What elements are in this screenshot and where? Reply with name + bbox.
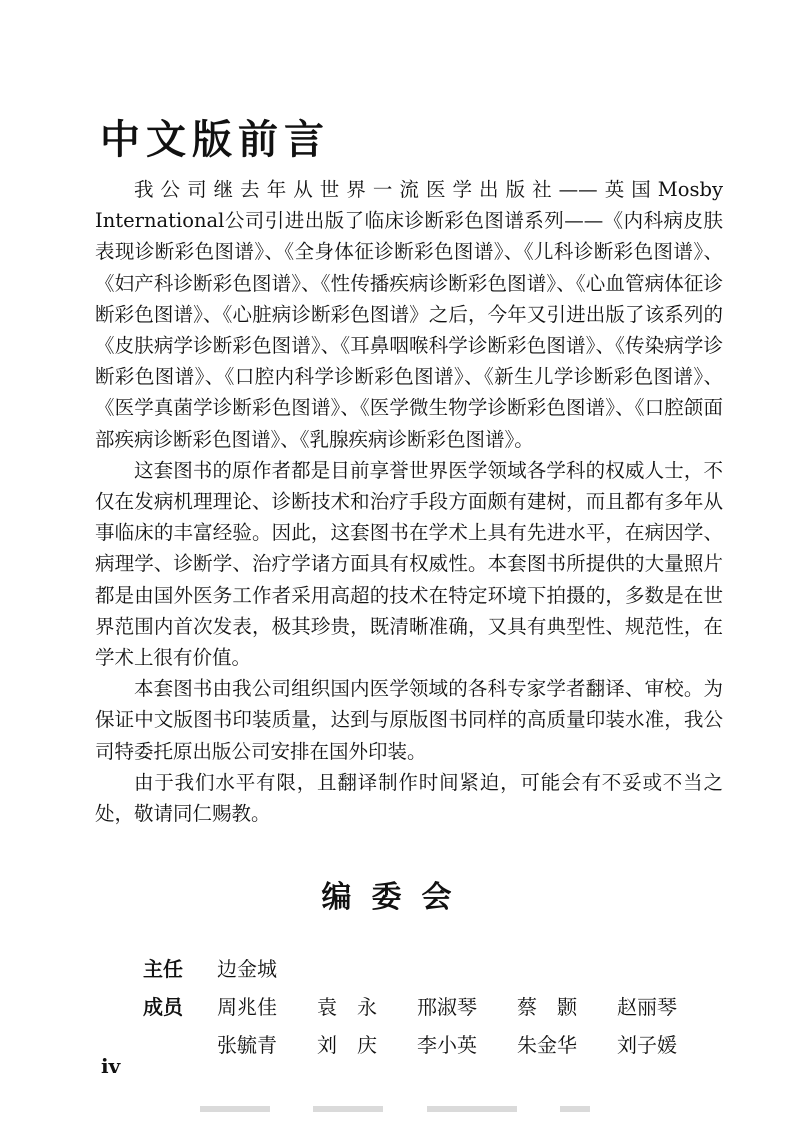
preface-body [95, 174, 723, 829]
member-name: 袁 永 [317, 994, 377, 1019]
paragraph-2: 这套图书的原作者都是目前享誉世界医学领域各学科的权威人士，不仅在发病机理理论、诊断技术和治疗手段方面颇有建树，而且都有多年从事临床的丰富经验。因此，这套图书在学术上具有先进水平，在病因学、病理学、诊断学、治疗学诸方面具有权威性。本套图书所提供的大量照片都是由国外医务工作者采用高超的技术在特定环境下拍摄的，多数是在世界范围内首次发表，极其珍贵，既清晰准确，又具有典型性、规范性，在学术上很有价值。 [95, 458, 723, 670]
page-number: iv [101, 1054, 121, 1078]
chair-name: 边金城 [217, 956, 277, 981]
member-name: 刘子媛 [617, 1032, 677, 1057]
member-name: 周兆佳 [217, 994, 277, 1019]
scan-artifact [200, 1106, 270, 1112]
committee-title: 编委会 [321, 880, 472, 915]
member-name: 赵丽琴 [617, 994, 677, 1019]
members-row-2 [143, 1024, 717, 1062]
member-name: 刘 庆 [317, 1032, 377, 1057]
paragraph-3: 本套图书由我公司组织国内医学领域的各科专家学者翻译、审校。为保证中文版图书印装质量，达到与原版图书同样的高质量印装水准，我公司特委托原出版公司安排在国外印装。 [95, 677, 723, 763]
scan-artifact [427, 1106, 517, 1112]
chair-row [143, 948, 717, 986]
committee-roster [143, 948, 717, 1062]
members-label: 成员 [143, 994, 183, 1019]
chair-label: 主任 [143, 956, 183, 981]
member-name: 邢淑琴 [417, 994, 477, 1019]
scan-artifact [313, 1106, 383, 1112]
paragraph-1: 我公司继去年从世界一流医学出版社——英国Mosby International公司引进出版了临床诊断彩色图谱系列——《内科病皮肤表现诊断彩色图谱》、《全身体征诊断彩色图谱》、《儿科诊断彩色图谱》、《妇产科诊断彩色图谱》、《性传播疾病诊断彩色图谱》、《心血管病体征诊断彩色图谱》、《心脏病诊断彩色图谱》之后，今年又引进出版了该系列的《皮肤病学诊断彩色图谱》、《耳鼻咽喉科学诊断彩色图谱》、《传染病学诊断彩色图谱》、《口腔内科学诊断彩色图谱》、《新生儿学诊断彩色图谱》、《医学真菌学诊断彩色图谱》、《医学微生物学诊断彩色图谱》、《口腔颌面部疾病诊断彩色图谱》、《乳腺疾病诊断彩色图谱》。 [95, 178, 723, 451]
scan-artifact-strip [200, 1106, 590, 1114]
paragraph-4: 由于我们水平有限，且翻译制作时间紧迫，可能会有不妥或不当之处，敬请同仁赐教。 [95, 770, 723, 826]
member-name: 蔡 颢 [517, 994, 577, 1019]
scan-artifact [560, 1106, 590, 1112]
member-name: 李小英 [417, 1032, 477, 1057]
member-name: 张毓青 [217, 1032, 277, 1057]
member-name: 朱金华 [517, 1032, 577, 1057]
page-title: 中文版前言 [100, 117, 330, 163]
members-row-1 [143, 986, 717, 1024]
